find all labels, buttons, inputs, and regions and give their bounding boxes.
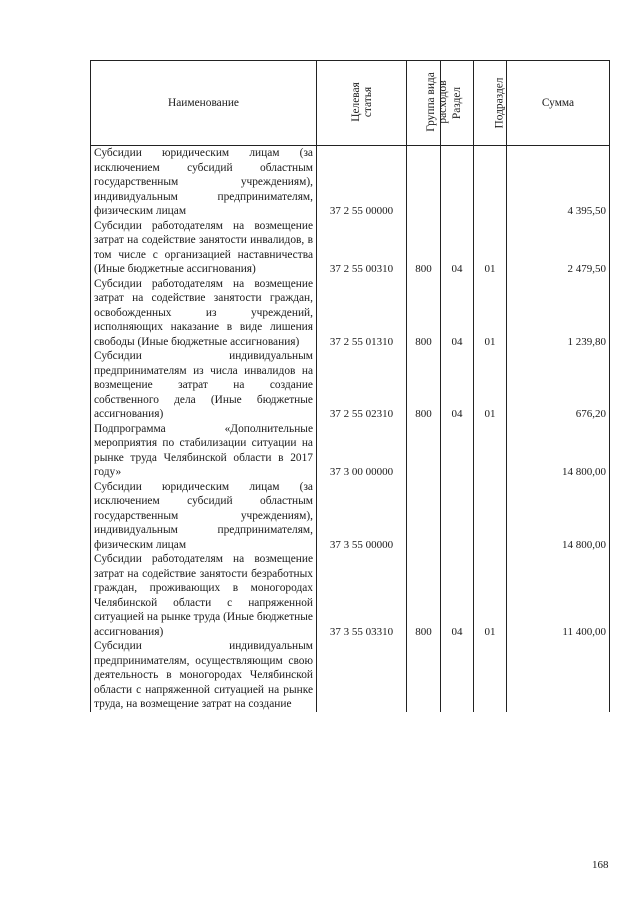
row-name: Подпрограмма «Дополнительные мероприятия по стабилизации ситуации на рынке труда Челябинской области в 2017 году» <box>91 422 317 480</box>
table-row <box>91 277 610 350</box>
row-amount: 11 400,00 <box>507 552 610 639</box>
row-target-article: 37 2 55 02310 <box>317 349 407 422</box>
row-amount: 14 800,00 <box>507 480 610 553</box>
header-section: Раздел <box>441 61 474 146</box>
row-expense-group <box>407 422 441 480</box>
row-name: Субсидии индивидуальным предпринимателям, осуществляющим свою деятельность в моногородах Челябинской области с напряженной ситуацией на рынке труда, на возмещение затрат на создание <box>91 639 317 712</box>
row-name: Субсидии работодателям на возмещение затрат на содействие занятости граждан, освобожденных из учреждений, исполняющих наказание в виде лишения свободы (Иные бюджетные ассигнования) <box>91 277 317 350</box>
row-expense-group <box>407 146 441 219</box>
row-target-article: 37 3 55 03310 <box>317 552 407 639</box>
page-number: 168 <box>592 859 609 871</box>
budget-table <box>90 60 610 712</box>
header-subsection: Подраздел <box>474 61 507 146</box>
row-name: Субсидии работодателям на возмещение затрат на содействие занятости инвалидов, в том числе с организацией наставничества (Иные бюджетные ассигнования) <box>91 219 317 277</box>
row-subsection: 01 <box>474 277 507 350</box>
row-expense-group: 800 <box>407 277 441 350</box>
table-row <box>91 639 610 712</box>
row-subsection: 01 <box>474 219 507 277</box>
row-expense-group <box>407 480 441 553</box>
table-row <box>91 422 610 480</box>
header-name: Наименование <box>91 61 317 146</box>
table-row <box>91 552 610 639</box>
row-target-article: 37 2 55 00310 <box>317 219 407 277</box>
row-subsection <box>474 480 507 553</box>
row-target-article: 37 3 55 00000 <box>317 480 407 553</box>
header-expense-type-group: Группа вида расходов <box>407 61 441 146</box>
row-expense-group: 800 <box>407 349 441 422</box>
row-amount: 2 479,50 <box>507 219 610 277</box>
row-amount: 14 800,00 <box>507 422 610 480</box>
row-expense-group: 800 <box>407 552 441 639</box>
header-target-article: Целевая статья <box>317 61 407 146</box>
table-row <box>91 219 610 277</box>
row-target-article: 37 3 00 00000 <box>317 422 407 480</box>
table-row <box>91 146 610 219</box>
row-section: 04 <box>441 552 474 639</box>
row-section: 04 <box>441 277 474 350</box>
row-name: Субсидии индивидуальным предпринимателям из числа инвалидов на возмещение затрат на создание собственного дела (Иные бюджетные ассигнования) <box>91 349 317 422</box>
row-section <box>441 146 474 219</box>
row-section <box>441 422 474 480</box>
row-subsection: 01 <box>474 349 507 422</box>
row-name: Субсидии работодателям на возмещение затрат на содействие занятости безработных граждан, проживающих в моногородах Челябинской области с напряженной ситуацией на рынке труда (Иные бюджетные ассигнования) <box>91 552 317 639</box>
header-amount: Сумма <box>507 61 610 146</box>
row-section: 04 <box>441 349 474 422</box>
row-target-article: 37 2 55 01310 <box>317 277 407 350</box>
row-target-article <box>317 639 407 712</box>
table-header-row <box>91 61 610 146</box>
row-amount: 4 395,50 <box>507 146 610 219</box>
row-subsection <box>474 422 507 480</box>
row-subsection <box>474 639 507 712</box>
row-name: Субсидии юридическим лицам (за исключением субсидий областным государственным учреждениям), индивидуальным предпринимателям, физическим лицам <box>91 146 317 219</box>
row-amount: 676,20 <box>507 349 610 422</box>
table-row <box>91 480 610 553</box>
row-amount: 1 239,80 <box>507 277 610 350</box>
table-row <box>91 349 610 422</box>
row-target-article: 37 2 55 00000 <box>317 146 407 219</box>
row-section <box>441 639 474 712</box>
row-subsection: 01 <box>474 552 507 639</box>
row-subsection <box>474 146 507 219</box>
row-section <box>441 480 474 553</box>
row-section: 04 <box>441 219 474 277</box>
row-expense-group <box>407 639 441 712</box>
row-amount <box>507 639 610 712</box>
row-name: Субсидии юридическим лицам (за исключением субсидий областным государственным учреждениям), индивидуальным предпринимателям, физическим лицам <box>91 480 317 553</box>
row-expense-group: 800 <box>407 219 441 277</box>
